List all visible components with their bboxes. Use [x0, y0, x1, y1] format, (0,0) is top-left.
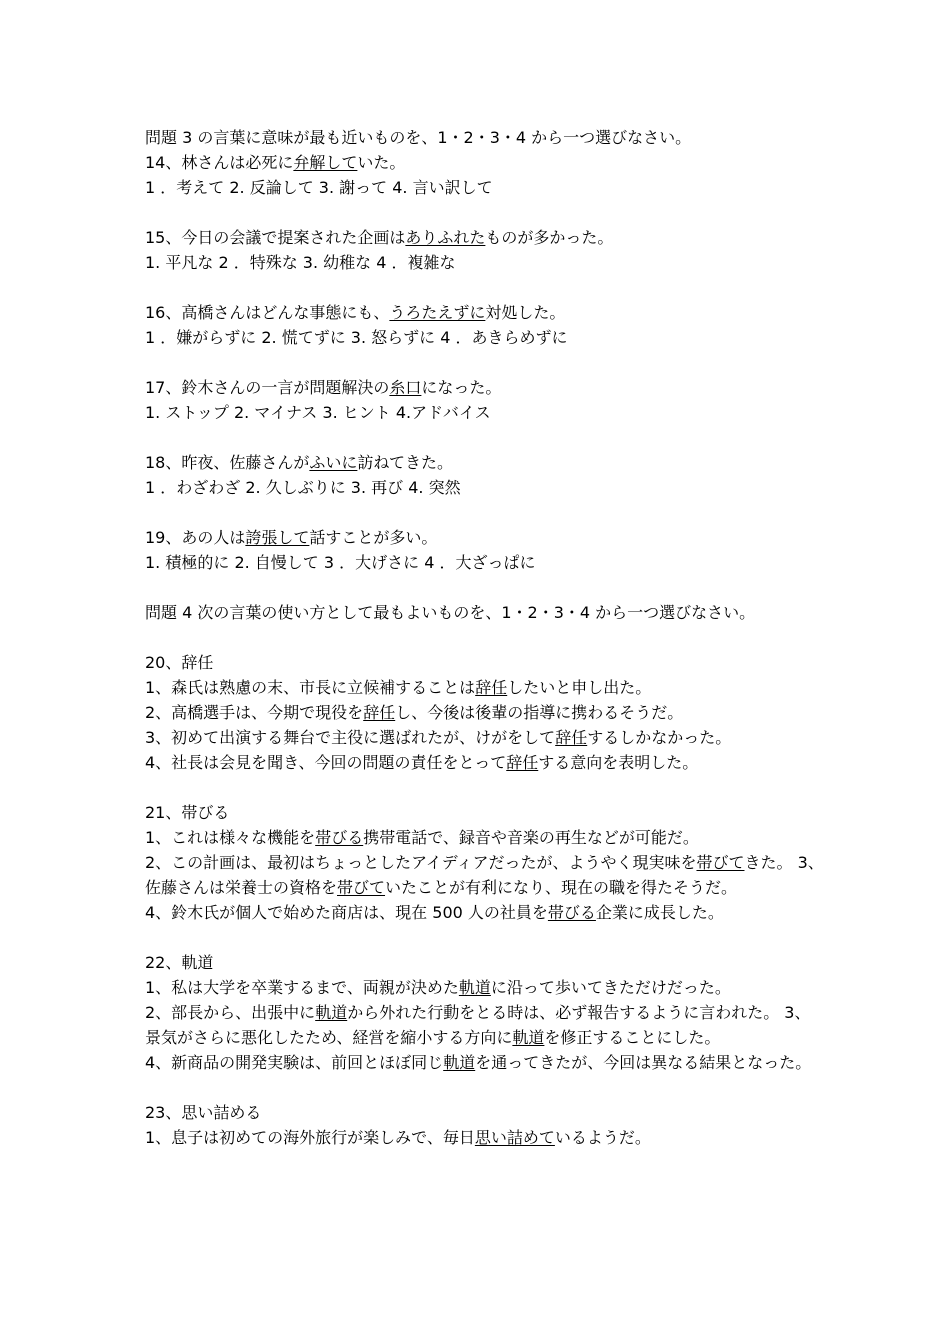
question-text: 15、今日の会議で提案された企画は [145, 228, 406, 247]
blank-line [145, 575, 825, 600]
question-14 [145, 150, 825, 175]
options-17: 1. ストップ 2. マイナス 3. ヒント 4.アドバイス [145, 403, 491, 422]
option-text: 4、新商品の開発実験は、前回とほぼ同じ [145, 1053, 444, 1072]
underlined-term: ありふれた [405, 228, 486, 247]
underlined-term: 軌道 [512, 1028, 545, 1047]
question-15 [145, 225, 825, 250]
underlined-term: 思い詰めて [474, 1128, 555, 1147]
q21-option-1 [145, 825, 825, 850]
option-text: 1、息子は初めての海外旅行が楽しみで、毎日 [145, 1128, 475, 1147]
blank-line [145, 775, 825, 800]
question-23-title: 23、思い詰める [145, 1103, 262, 1122]
blank-line [145, 925, 825, 950]
underlined-term: 軌道 [443, 1053, 476, 1072]
underlined-term: 軌道 [458, 978, 491, 997]
underlined-term: 辞任 [475, 678, 508, 697]
underlined-term: 誇張して [245, 528, 310, 547]
question-18 [145, 450, 825, 475]
option-text: する意向を表明した。 [538, 753, 699, 772]
option-text: 企業に成長した。 [595, 903, 724, 922]
underlined-term: 帯びる [315, 828, 364, 847]
underlined-term: 軌道 [315, 1003, 348, 1022]
blank-line [145, 275, 825, 300]
q22-option-2-3 [145, 1000, 825, 1050]
option-text: したいと申し出た。 [507, 678, 652, 697]
question-text: 19、あの人は [145, 528, 246, 547]
question-22-title: 22、軌道 [145, 953, 214, 972]
blank-line [145, 500, 825, 525]
blank-line [145, 625, 825, 650]
option-text: を通ってきたが、今回は異なる結果となった。 [475, 1053, 812, 1072]
question-text: 16、高橋さんはどんな事態にも、 [145, 303, 390, 322]
underlined-term: 辞任 [555, 728, 588, 747]
option-text: し、今後は後輩の指導に携わるそうだ。 [395, 703, 684, 722]
section-3-heading: 問題 3 の言葉に意味が最も近いものを、1・2・3・4 から一つ選びなさい。 [145, 128, 692, 147]
options-16: 1 ．嫌がらずに 2. 慌てずに 3. 怒らずに 4 ．あきらめずに [145, 328, 568, 347]
underlined-term: 弁解して [293, 153, 358, 172]
blank-line [145, 350, 825, 375]
option-text: を修正することにした。 [544, 1028, 721, 1047]
question-17 [145, 375, 825, 400]
underlined-term: 帯びて [337, 878, 386, 897]
options-15: 1. 平凡な 2 ．特殊な 3. 幼稚な 4 ．複雑な [145, 253, 456, 272]
option-text: 1、森氏は熟慮の末、市長に立候補することは [145, 678, 476, 697]
underlined-term: ふいに [309, 453, 358, 472]
option-text: いたことが有利になり、現在の職を得たそうだ。 [385, 878, 738, 897]
question-16 [145, 300, 825, 325]
question-text: 話すことが多い。 [309, 528, 438, 547]
question-19 [145, 525, 825, 550]
option-text: 4、社長は会見を聞き、今回の問題の責任をとって [145, 753, 507, 772]
document-page [145, 125, 825, 1150]
question-21-title: 21、帯びる [145, 803, 230, 822]
question-text: 17、鈴木さんの一言が問題解決の [145, 378, 390, 397]
option-text: から外れた行動をとる時は、必ず報告するように言われた。 3、景気がさらに悪化したため、経営を縮小する方向に [145, 1003, 811, 1047]
q23-option-1 [145, 1125, 825, 1150]
q20-option-3 [145, 725, 825, 750]
underlined-term: 帯びて [696, 853, 745, 872]
question-text: ものが多かった。 [485, 228, 614, 247]
options-14: 1 ．考えて 2. 反論して 3. 謝って 4. 言い訳して [145, 178, 493, 197]
option-text: 2、この計画は、最初はちょっとしたアイディアだったが、ようやく現実味を [145, 853, 697, 872]
option-text: 2、部長から、出張中に [145, 1003, 316, 1022]
q22-option-4 [145, 1050, 825, 1075]
option-text: 3、初めて出演する舞台で主役に選ばれたが、けがをして [145, 728, 556, 747]
option-text: いるようだ。 [554, 1128, 651, 1147]
underlined-term: 辞任 [506, 753, 539, 772]
option-text: 携帯電話で、録音や音楽の再生などが可能だ。 [363, 828, 699, 847]
q20-option-1 [145, 675, 825, 700]
options-18: 1 ．わざわざ 2. 久しぶりに 3. 再び 4. 突然 [145, 478, 461, 497]
option-text: きた。 3、佐藤さんは栄養士の資格を [145, 853, 824, 897]
underlined-term: うろたえずに [389, 303, 486, 322]
q20-option-4 [145, 750, 825, 775]
q21-option-4 [145, 900, 825, 925]
question-20-title: 20、辞任 [145, 653, 214, 672]
option-text: に沿って歩いてきただけだった。 [490, 978, 731, 997]
option-text: 1、これは様々な機能を [145, 828, 316, 847]
q20-option-2 [145, 700, 825, 725]
question-text: いた。 [357, 153, 406, 172]
underlined-term: 糸口 [389, 378, 422, 397]
question-text: 18、昨夜、佐藤さんが [145, 453, 310, 472]
question-text: になった。 [421, 378, 502, 397]
q22-option-1 [145, 975, 825, 1000]
option-text: 2、高橋選手は、今期で現役を [145, 703, 364, 722]
options-19: 1. 積極的に 2. 自慢して 3 ．大げさに 4 ．大ざっぱに [145, 553, 536, 572]
q21-option-2-3 [145, 850, 825, 900]
underlined-term: 辞任 [363, 703, 396, 722]
option-text: するしかなかった。 [587, 728, 732, 747]
section-4-heading: 問題 4 次の言葉の使い方として最もよいものを、1・2・3・4 から一つ選びなさい。 [145, 603, 756, 622]
question-text: 対処した。 [485, 303, 566, 322]
underlined-term: 帯びる [547, 903, 596, 922]
blank-line [145, 425, 825, 450]
question-text: 訪ねてきた。 [357, 453, 453, 472]
blank-line [145, 1075, 825, 1100]
question-text: 14、林さんは必死に [145, 153, 294, 172]
option-text: 1、私は大学を卒業するまで、両親が決めた [145, 978, 459, 997]
blank-line [145, 200, 825, 225]
option-text: 4、鈴木氏が個人で始めた商店は、現在 500 人の社員を [145, 903, 548, 922]
